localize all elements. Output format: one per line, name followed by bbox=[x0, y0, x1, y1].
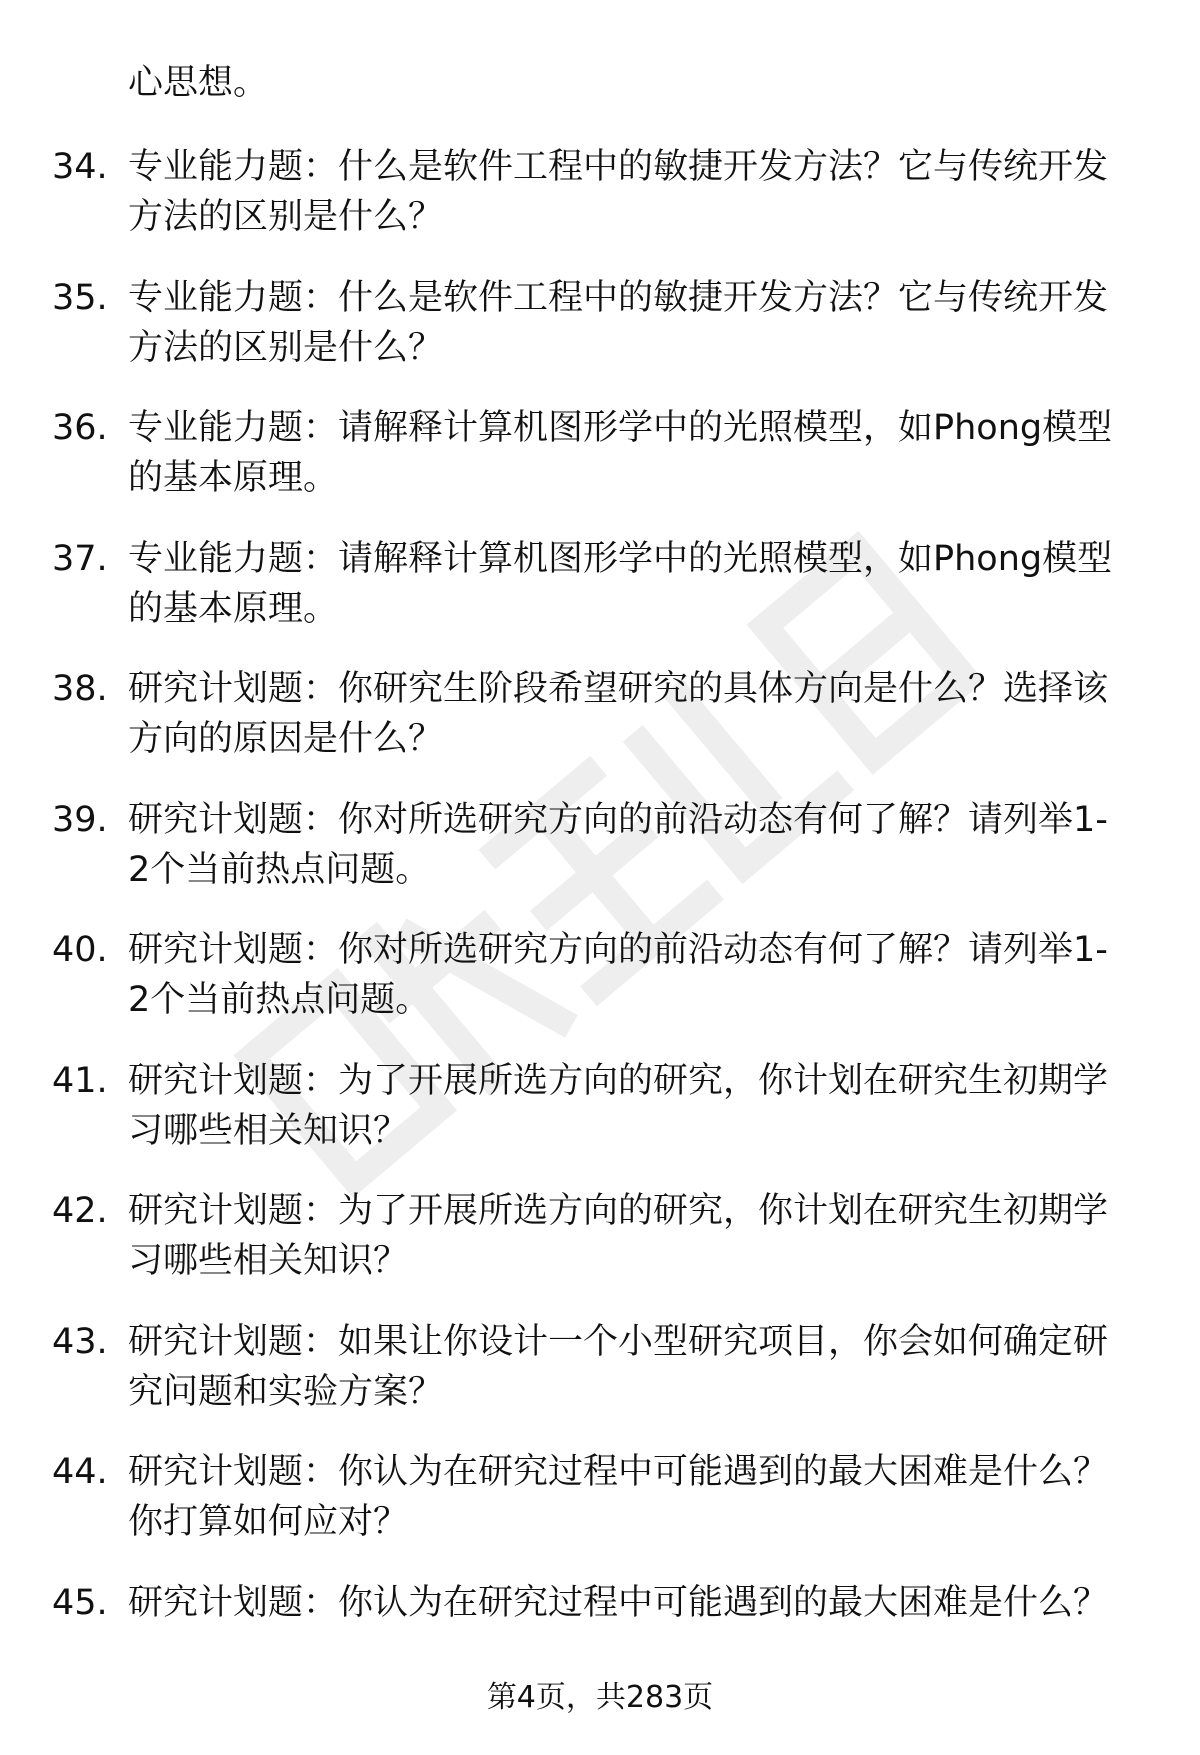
question-number: 38. bbox=[52, 669, 108, 709]
question-text bbox=[128, 1186, 1148, 1286]
list-item bbox=[0, 1447, 1200, 1578]
question-number: 35. bbox=[52, 277, 108, 318]
question-line: 研究计划题：你对所选研究方向的前沿动态有何了解？请列举1- bbox=[128, 930, 1108, 970]
question-number: 44. bbox=[52, 1452, 108, 1492]
question-line: 研究计划题：为了开展所选方向的研究，你计划在研究生初期学 bbox=[128, 1060, 1109, 1101]
question-number: 41. bbox=[52, 1060, 108, 1101]
list-item bbox=[0, 1317, 1200, 1448]
question-line: 研究计划题：你认为在研究过程中可能遇到的最大困难是什么？ bbox=[128, 1582, 1109, 1623]
question-line: 方法的区别是什么？ bbox=[128, 327, 444, 368]
question-line: 2个当前热点问题。 bbox=[128, 849, 431, 890]
list-item bbox=[0, 664, 1200, 795]
question-text bbox=[128, 273, 1148, 373]
question-line: 你打算如何应对？ bbox=[128, 1502, 409, 1542]
question-line: 习哪些相关知识？ bbox=[128, 1110, 409, 1151]
list-item bbox=[0, 142, 1200, 273]
question-number: 43. bbox=[52, 1321, 108, 1362]
list-item bbox=[0, 795, 1200, 926]
question-text bbox=[128, 795, 1148, 895]
question-line: 方向的原因是什么？ bbox=[128, 719, 444, 759]
list-item bbox=[0, 403, 1200, 534]
question-text bbox=[128, 403, 1148, 503]
question-line: 习哪些相关知识？ bbox=[128, 1241, 409, 1281]
question-text bbox=[128, 534, 1148, 634]
list-item bbox=[0, 1186, 1200, 1317]
question-line: 研究计划题：你认为在研究过程中可能遇到的最大困难是什么？ bbox=[128, 1452, 1109, 1492]
question-line: 的基本原理。 bbox=[128, 458, 339, 498]
question-number: 37. bbox=[52, 538, 108, 579]
question-line: 方法的区别是什么？ bbox=[128, 197, 444, 237]
list-item bbox=[0, 273, 1200, 404]
question-line: 2个当前热点问题。 bbox=[128, 980, 431, 1020]
question-line: 专业能力题：请解释计算机图形学中的光照模型，如Phong模型 bbox=[128, 408, 1113, 448]
question-number: 42. bbox=[52, 1191, 108, 1231]
list-item bbox=[0, 534, 1200, 665]
page-footer: 第4页，共283页 bbox=[486, 1680, 714, 1715]
question-number: 45. bbox=[52, 1582, 108, 1623]
question-text bbox=[128, 925, 1148, 1025]
question-line: 专业能力题：请解释计算机图形学中的光照模型，如Phong模型 bbox=[128, 538, 1113, 579]
question-line: 的基本原理。 bbox=[128, 588, 339, 629]
list-item bbox=[0, 925, 1200, 1056]
question-number: 34. bbox=[52, 147, 108, 187]
question-line: 研究计划题：你研究生阶段希望研究的具体方向是什么？选择该 bbox=[128, 669, 1109, 709]
question-line: 专业能力题：什么是软件工程中的敏捷开发方法？它与传统开发 bbox=[128, 277, 1109, 318]
question-line: 专业能力题：什么是软件工程中的敏捷开发方法？它与传统开发 bbox=[128, 147, 1109, 187]
question-text bbox=[128, 664, 1148, 764]
list-item bbox=[0, 1056, 1200, 1187]
question-number: 39. bbox=[52, 799, 108, 840]
question-list bbox=[0, 142, 1200, 1708]
question-text bbox=[128, 1056, 1148, 1156]
question-line: 研究计划题：你对所选研究方向的前沿动态有何了解？请列举1- bbox=[128, 799, 1108, 840]
question-line: 研究计划题：为了开展所选方向的研究，你计划在研究生初期学 bbox=[128, 1191, 1109, 1231]
question-number: 36. bbox=[52, 408, 108, 448]
question-text bbox=[128, 1578, 1148, 1628]
question-line: 究问题和实验方案？ bbox=[128, 1371, 444, 1412]
question-text bbox=[128, 1317, 1148, 1417]
question-text bbox=[128, 1447, 1148, 1547]
continued-question-text: 心思想。 bbox=[128, 63, 269, 103]
question-text bbox=[128, 142, 1148, 242]
question-number: 40. bbox=[52, 930, 108, 970]
question-line: 研究计划题：如果让你设计一个小型研究项目，你会如何确定研 bbox=[128, 1321, 1109, 1362]
